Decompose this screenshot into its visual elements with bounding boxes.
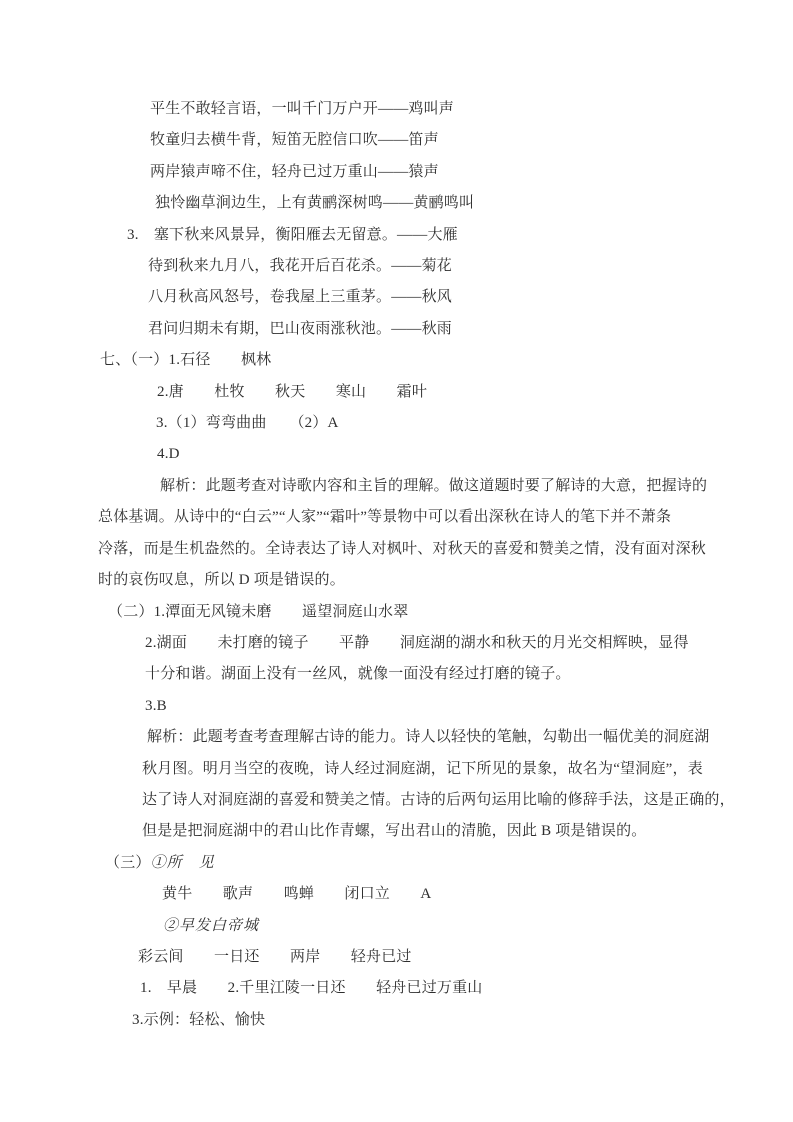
line-10: 2.唐 杜牧 秋天 寒山 霜叶: [157, 383, 428, 400]
analysis-line-2: 解析：此题考查考查理解古诗的能力。诗人以轻快的笔触，勾勒出一幅优美的洞庭湖: [147, 729, 710, 746]
line-14: 总体基调。从诗中的“白云”“人家”“霜叶”等景物中可以看出深秋在诗人的笔下并不萧条: [98, 509, 672, 526]
line-29: 1. 早晨 2.千里江陵一日还 轻舟已过万重山: [140, 980, 483, 997]
line-28: 彩云间 一日还 两岸 轻舟已过: [138, 948, 412, 965]
section-heading-line-2: （二）1.潭面无风镜未磨 遥望洞庭山水翠: [108, 603, 409, 620]
line-05: 3. 塞下秋来风景异，衡阳雁去无留意。——大雁: [127, 226, 458, 243]
section-heading-line-3: [105, 848, 723, 879]
line-04: 独怜幽草涧边生，上有黄鹂深树鸣——黄鹂鸣叫: [155, 195, 475, 212]
line-20: 3.B: [145, 697, 167, 714]
line-03: 两岸猿声啼不住，轻舟已过万重山——猿声: [150, 163, 439, 180]
line-12: 4.D: [157, 446, 180, 463]
section-heading-line-7: 七、（一）1.石径 枫林: [100, 352, 272, 369]
line-19: 十分和谐。湖面上没有一丝风，就像一面没有经过打磨的镜子。: [145, 666, 571, 683]
line-16: 时的哀伤叹息，所以 D 项是错误的。: [98, 572, 345, 589]
line-30: 3.示例：轻松、愉快: [132, 1011, 266, 1028]
line-06: 待到秋来九月八，我花开后百花杀。——菊花: [148, 258, 453, 275]
line-11: 3.（1）弯弯曲曲 （2）A: [156, 415, 339, 432]
line-24: 但是是把洞庭湖中的君山比作青螺，写出君山的清脆，因此 B 项是错误的。: [142, 823, 647, 840]
line-08: 君问归期未有期，巴山夜雨涨秋池。——秋雨: [148, 320, 453, 337]
line-23: 达了诗人对洞庭湖的喜爱和赞美之情。古诗的后两句运用比喻的修辞手法，这是正确的，: [142, 791, 735, 808]
kaiti-poem-title-line: ②早发白帝城: [163, 917, 260, 934]
kaiti-answer-text: ①所 见: [150, 854, 215, 871]
section-label: （三）: [105, 854, 151, 871]
line-01: 平生不敢轻言语，一叫千门万户开——鸡叫声: [150, 101, 455, 117]
line-02: 牧童归去横牛背，短笛无腔信口吹——笛声: [150, 132, 439, 149]
line-26: 黄牛 歌声 鸣蝉 闭口立 A: [162, 886, 432, 903]
line-07: 八月秋高风怒号，卷我屋上三重茅。——秋风: [148, 289, 453, 306]
line-15: 冷落，而是生机盎然的。全诗表达了诗人对枫叶、对秋天的喜爱和赞美之情，没有面对深秋: [98, 540, 707, 557]
analysis-line-1: 解析：此题考查对诗歌内容和主旨的理解。做这道题时要了解诗的大意，把握诗的: [160, 477, 708, 494]
line-22: 秋月图。明月当空的夜晚，诗人经过洞庭湖，记下所见的景象，故名为“望洞庭”，表: [142, 760, 703, 777]
line-18: 2.湖面 未打磨的镜子 平静 洞庭湖的湖水和秋天的月光交相辉映，显得: [145, 634, 689, 651]
